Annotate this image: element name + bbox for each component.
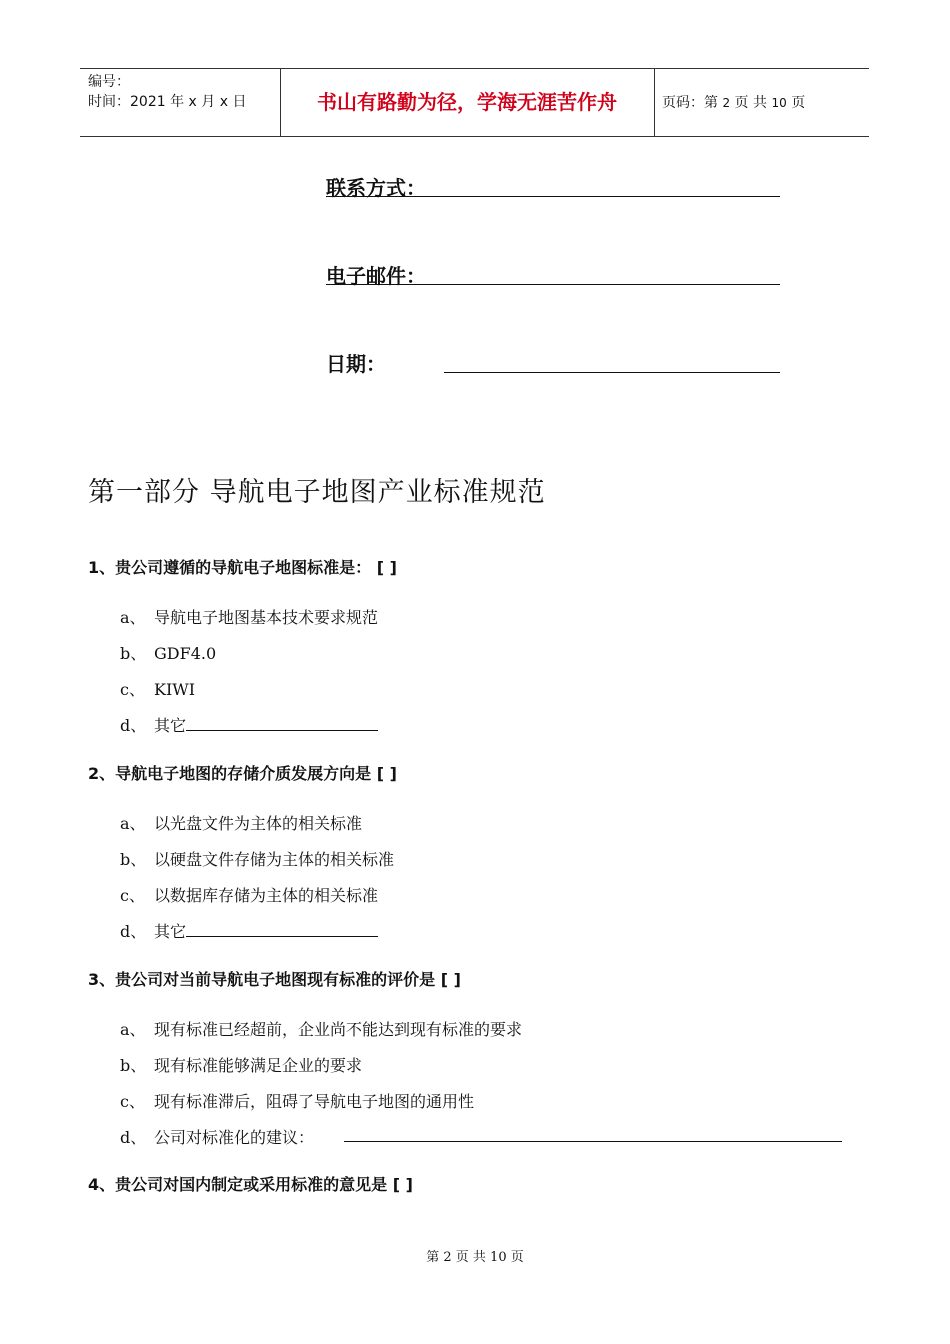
question-3: 3、贵公司对当前导航电子地图现有标准的评价是 [ ]: [88, 970, 461, 989]
email-field-line[interactable]: [326, 284, 780, 285]
option-2a[interactable]: [120, 811, 362, 834]
date-label: 日期：: [326, 352, 386, 376]
option-text: 现有标准能够满足企业的要求: [154, 1056, 363, 1075]
option-text: 以数据库存储为主体的相关标准: [154, 886, 379, 905]
date-field-line[interactable]: [444, 372, 780, 373]
page-prefix: 页码：第: [662, 95, 718, 111]
header-divider: [280, 68, 281, 136]
doc-time-label: 时间：2021 年 x 月 x 日: [88, 94, 247, 110]
option-1c[interactable]: [120, 677, 195, 700]
option-1a[interactable]: [120, 605, 378, 628]
contact-label: 联系方式：: [326, 176, 426, 200]
option-1d[interactable]: [120, 713, 378, 736]
header-page-info: [662, 92, 805, 112]
page-number: 2: [722, 96, 731, 110]
option-3c[interactable]: [120, 1089, 474, 1112]
contact-field-line[interactable]: [326, 196, 780, 197]
option-3d[interactable]: [120, 1125, 314, 1148]
header-top-rule: [80, 68, 869, 69]
suggestion-blank[interactable]: [344, 1141, 842, 1142]
header-motto: 书山有路勤为径，学海无涯苦作舟: [317, 90, 617, 114]
option-text: GDF4.0: [154, 644, 217, 663]
question-4: 4、贵公司对国内制定或采用标准的意见是 [ ]: [88, 1175, 413, 1194]
page-total: 10: [771, 96, 787, 110]
option-label: a、: [120, 814, 146, 833]
header-divider: [654, 68, 655, 136]
option-3a[interactable]: [120, 1017, 522, 1040]
option-label: b、: [120, 1056, 147, 1075]
option-label: d、: [120, 1128, 147, 1147]
option-label: a、: [120, 1020, 146, 1039]
page-footer: 第 2 页 共 10 页: [426, 1250, 524, 1265]
option-text: 以光盘文件为主体的相关标准: [154, 814, 363, 833]
page-mid: 页 共: [734, 95, 767, 111]
option-label: c、: [120, 680, 145, 699]
option-3b[interactable]: [120, 1053, 362, 1076]
option-2b[interactable]: [120, 847, 394, 870]
option-text: 公司对标准化的建议：: [154, 1128, 315, 1147]
option-label: c、: [120, 886, 145, 905]
header-bottom-rule: [80, 136, 869, 137]
other-blank[interactable]: [186, 922, 378, 937]
option-label: c、: [120, 1092, 145, 1111]
option-label: a、: [120, 608, 146, 627]
option-label: d、: [120, 922, 147, 941]
option-text: KIWI: [154, 680, 196, 699]
header-meta: [88, 72, 246, 112]
option-1b[interactable]: [120, 641, 216, 664]
question-2: 2、导航电子地图的存储介质发展方向是 [ ]: [88, 764, 397, 783]
option-label: b、: [120, 850, 147, 869]
option-text: 其它: [154, 716, 187, 735]
doc-number-label: 编号：: [88, 74, 130, 90]
option-2d[interactable]: [120, 919, 378, 942]
option-label: b、: [120, 644, 147, 663]
part-title: 第一部分 导航电子地图产业标准规范: [88, 477, 546, 508]
page-suffix: 页: [791, 95, 806, 111]
question-1: 1、贵公司遵循的导航电子地图标准是： [ ]: [88, 558, 397, 577]
option-text: 导航电子地图基本技术要求规范: [154, 608, 379, 627]
option-text: 现有标准已经超前，企业尚不能达到现有标准的要求: [154, 1020, 523, 1039]
option-text: 其它: [154, 922, 187, 941]
other-blank[interactable]: [186, 716, 378, 731]
email-label: 电子邮件：: [326, 264, 426, 288]
option-text: 以硬盘文件存储为主体的相关标准: [154, 850, 395, 869]
option-text: 现有标准滞后，阻碍了导航电子地图的通用性: [154, 1092, 475, 1111]
option-label: d、: [120, 716, 147, 735]
option-2c[interactable]: [120, 883, 378, 906]
